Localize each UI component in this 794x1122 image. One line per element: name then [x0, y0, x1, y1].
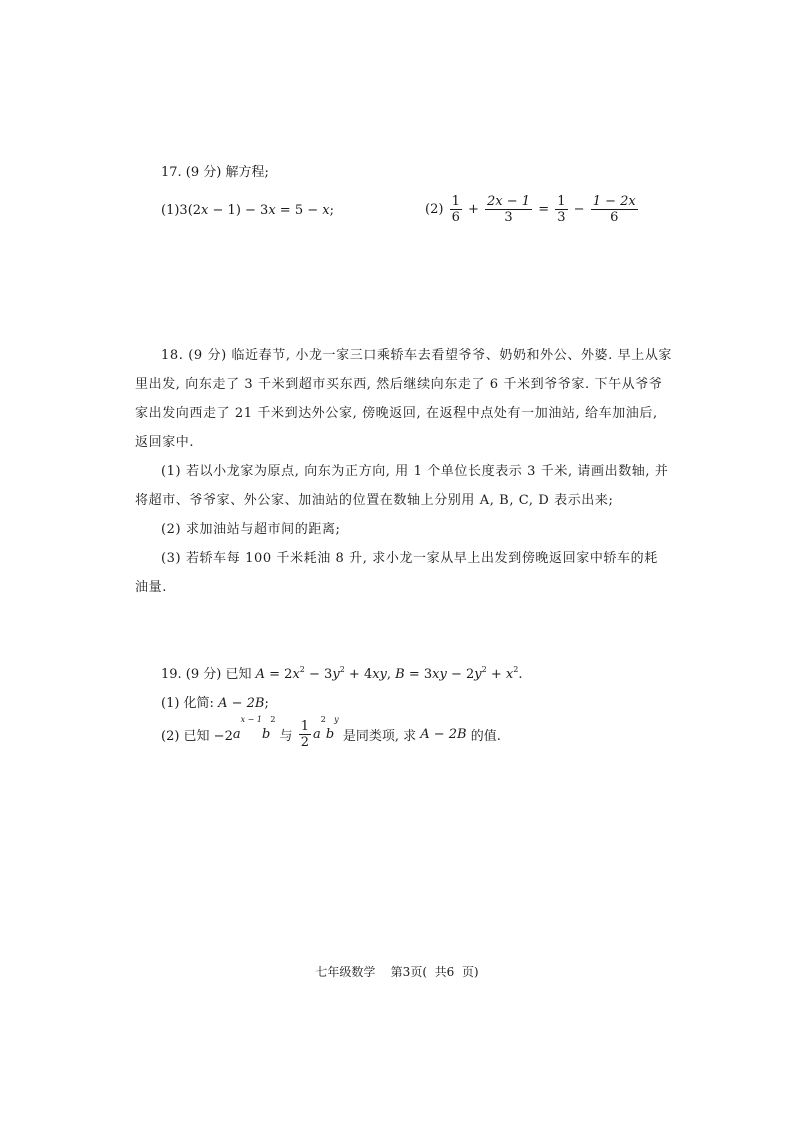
- var-x: x: [505, 667, 514, 682]
- q19-header: [161, 665, 523, 685]
- frac-numerator: 2x − 1: [487, 194, 531, 209]
- frac-numerator: 1 − 2x: [592, 194, 636, 209]
- fraction-one-half: [299, 719, 311, 750]
- q17-var-x: x: [268, 203, 276, 218]
- var-xy: xy: [432, 667, 447, 682]
- fraction-one-third: [555, 194, 567, 225]
- q17-part2: [425, 194, 640, 225]
- q17-part2-label: (2): [425, 202, 444, 217]
- q17-part1-tail: ;: [329, 203, 334, 218]
- q18-sub3-line1: (3) 若轿车每 100 千米耗油 8 升, 求小龙一家从早上出发到傍晚返回家中轿车的耗: [161, 551, 658, 566]
- q17-part1-label: (1): [161, 203, 180, 218]
- q17-header: 17. (9 分) 解方程;: [161, 165, 269, 180]
- q17-var-x: x: [322, 203, 330, 218]
- q19-sub2: [161, 715, 501, 750]
- q18-sub1-line2: 将超市、爷爷家、外公家、加油站的位置在数轴上分别用 A, B, C, D 表示出来;: [135, 493, 614, 508]
- var-b: b: [325, 727, 335, 742]
- plus-sign: +: [467, 202, 479, 217]
- q18-line2: 里出发, 向东走了 3 千米到超市买东西, 然后继续向东走了 6 千米到爷爷家. 下午从爷爷: [135, 377, 663, 392]
- q19-termA2: − 3: [304, 667, 333, 682]
- q18-sub1-line1: (1) 若以小龙家为原点, 向东为正方向, 用 1 个单位长度表示 3 千米, 请画出数轴, 并: [161, 464, 669, 479]
- q19-termB3: +: [486, 667, 506, 682]
- q19-sub1: [161, 694, 269, 714]
- q17-part1: [161, 201, 334, 221]
- q19-yu: 与: [275, 729, 297, 744]
- q17-part1-lhs-start: 3(2: [179, 203, 202, 218]
- frac-numerator: 1: [451, 194, 460, 209]
- exponent-2: 2: [339, 665, 345, 674]
- q19-end: .: [518, 667, 523, 682]
- exponent-2: 2: [299, 665, 305, 674]
- var-A: A: [255, 667, 266, 682]
- fraction-one-sixth: [450, 194, 462, 225]
- fraction-2x-minus-1-over-3: [485, 194, 532, 225]
- var-y: y: [332, 667, 340, 682]
- q19-sep: ,: [386, 667, 396, 682]
- exponent-2: 2: [320, 715, 326, 724]
- frac-numerator: 1: [300, 719, 309, 734]
- frac-denominator: 6: [610, 210, 619, 225]
- var-b: b: [262, 727, 271, 742]
- q19-eqB: = 3: [404, 667, 433, 682]
- frac-numerator: 1: [557, 194, 566, 209]
- q19-sub2-mid: 是同类项, 求: [338, 729, 421, 744]
- exponent-y: y: [334, 715, 339, 724]
- q19-termA3: + 4: [344, 667, 373, 682]
- q19-sub1-expr: A − 2B: [218, 696, 265, 711]
- q19-header-pre: 19. (9 分) 已知: [161, 667, 256, 682]
- q19-eqA: = 2: [265, 667, 293, 682]
- frac-denominator: 2: [300, 735, 309, 750]
- q18-sub2: (2) 求加油站与超市间的距离;: [161, 522, 341, 537]
- var-xy: xy: [372, 667, 387, 682]
- var-x: x: [292, 667, 300, 682]
- q19-sub2-end: 的值.: [466, 729, 501, 744]
- q17-part1-lhs-end: = 5 −: [275, 203, 323, 218]
- exponent-2: 2: [270, 715, 276, 724]
- var-a: a: [232, 727, 241, 742]
- q19-termB2: − 2: [446, 667, 475, 682]
- minus-sign: −: [573, 202, 585, 217]
- q17-part1-lhs-mid: − 1) − 3: [208, 203, 269, 218]
- q18-line3: 家出发向西走了 21 千米到达外公家, 傍晚返回, 在返程中点处有一加油站, 给车加油后,: [135, 406, 658, 421]
- page-footer: 七年级数学 第3页( 共6 页): [315, 965, 479, 979]
- exponent-2: 2: [513, 665, 519, 674]
- frac-denominator: 3: [557, 210, 566, 225]
- exponent-x-minus-1: x − 1: [240, 715, 262, 724]
- q19-sub2-pre: (2) 已知 −2: [161, 729, 233, 744]
- var-B: B: [395, 667, 405, 682]
- q19-sub1-label: (1) 化简:: [161, 696, 219, 711]
- fraction-1-minus-2x-over-6: [591, 194, 638, 225]
- q19-sub1-end: ;: [264, 696, 269, 711]
- q18-sub3-line2: 油量.: [135, 580, 167, 595]
- frac-denominator: 3: [504, 210, 513, 225]
- var-y: y: [474, 667, 482, 682]
- q18-line1: 18. (9 分) 临近春节, 小龙一家三口乘轿车去看望爷爷、奶奶和外公、外婆. 早上从家: [161, 348, 673, 363]
- q19-sub2-expr: A − 2B: [420, 727, 467, 742]
- equals-sign: =: [538, 202, 550, 217]
- q17-var-x: x: [201, 203, 209, 218]
- frac-denominator: 6: [451, 210, 460, 225]
- exponent-2: 2: [481, 665, 487, 674]
- var-a: a: [312, 727, 321, 742]
- q18-line4: 返回家中.: [135, 435, 195, 450]
